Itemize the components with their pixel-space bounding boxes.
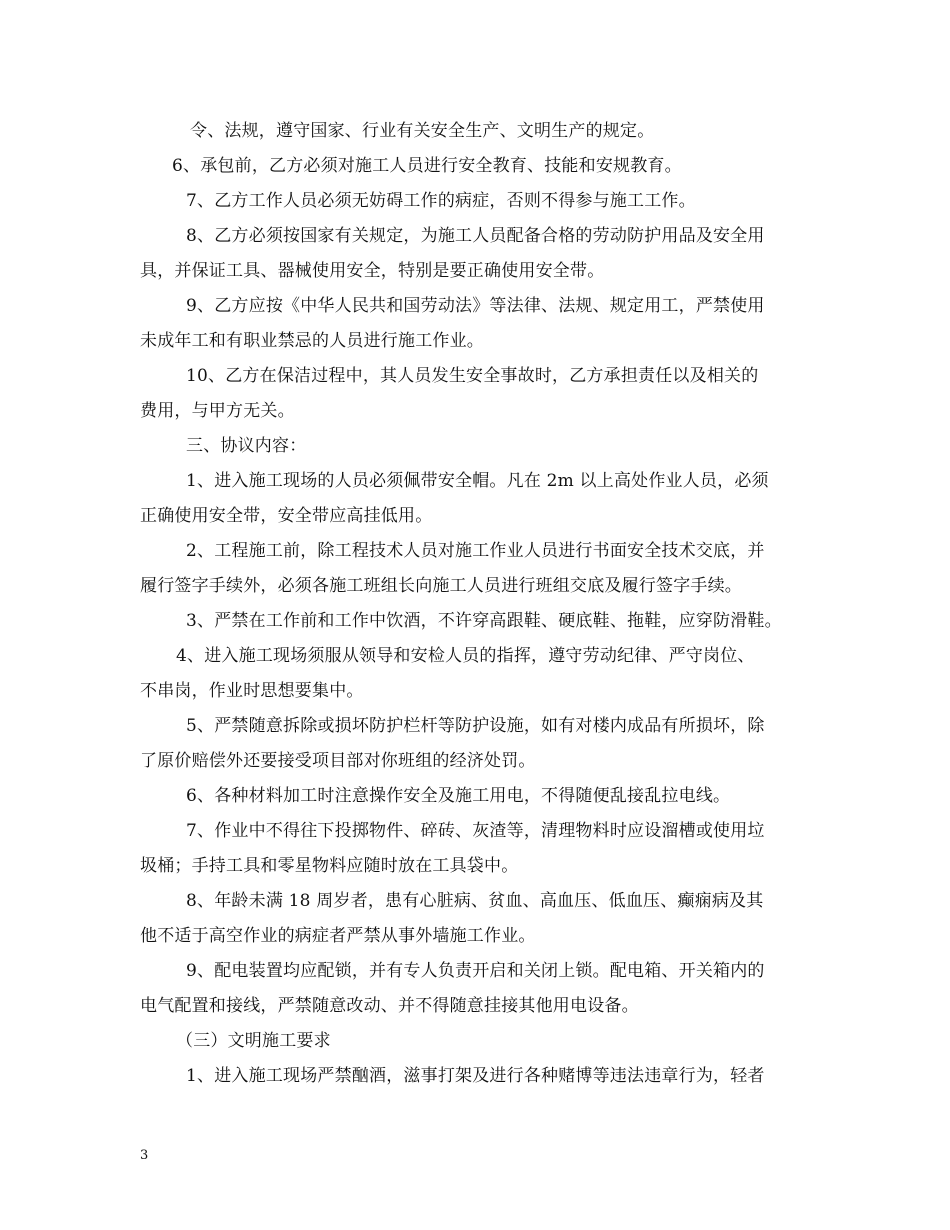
text-line: 9、乙方应按《中华人民共和国劳动法》等法律、法规、规定用工，严禁使用 xyxy=(186,296,765,316)
text-line: 4、进入施工现场须服从领导和安检人员的指挥，遵守劳动纪律、严守岗位、 xyxy=(176,646,755,666)
page-number: 3 xyxy=(140,1148,149,1163)
text-line: 费用，与甲方无关。 xyxy=(140,401,295,421)
text-line: 9、配电装置均应配锁，并有专人负责开启和关闭上锁。配电箱、开关箱内的 xyxy=(186,961,765,981)
text-line: 2、工程施工前，除工程技术人员对施工作业人员进行书面安全技术交底，并 xyxy=(186,541,765,561)
text-line: 了原价赔偿外还要接受项目部对你班组的经济处罚。 xyxy=(140,751,536,771)
section-heading: （三）文明施工要求 xyxy=(176,1031,331,1051)
text-line: 1、进入施工现场严禁酗酒，滋事打架及进行各种赌博等违法违章行为，轻者 xyxy=(186,1066,765,1086)
text-line: 5、严禁随意拆除或损坏防护栏杆等防护设施，如有对楼内成品有所损坏，除 xyxy=(186,716,765,736)
text-line: 8、乙方必须按国家有关规定，为施工人员配备合格的劳动防护用品及安全用 xyxy=(186,226,765,246)
text-line: 7、乙方工作人员必须无妨碍工作的病症，否则不得参与施工工作。 xyxy=(186,191,696,211)
text-line: 10、乙方在保洁过程中，其人员发生安全事故时，乙方承担责任以及相关的 xyxy=(186,366,759,386)
text-line: 令、法规，遵守国家、行业有关安全生产、文明生产的规定。 xyxy=(190,121,655,141)
text-line: 6、承包前，乙方必须对施工人员进行安全教育、技能和安规教育。 xyxy=(172,156,682,176)
section-heading: 三、协议内容： xyxy=(186,436,307,456)
text-line: 1、进入施工现场的人员必须佩带安全帽。凡在 2m 以上高处作业人员，必须 xyxy=(186,471,769,491)
text-line: 履行签字手续外，必须各施工班组长向施工人员进行班组交底及履行签字手续。 xyxy=(140,576,742,596)
text-line: 圾桶；手持工具和零星物料应随时放在工具袋中。 xyxy=(140,856,519,876)
text-line: 不串岗，作业时思想要集中。 xyxy=(140,681,364,701)
text-line: 具，并保证工具、器械使用安全，特别是要正确使用安全带。 xyxy=(140,261,605,281)
text-line: 未成年工和有职业禁忌的人员进行施工作业。 xyxy=(140,331,484,351)
text-line: 6、各种材料加工时注意操作安全及施工用电，不得随便乱接乱拉电线。 xyxy=(186,786,731,806)
text-line: 3、严禁在工作前和工作中饮酒，不许穿高跟鞋、硬底鞋、拖鞋，应穿防滑鞋。 xyxy=(186,611,782,631)
text-line: 正确使用安全带，安全带应高挂低用。 xyxy=(140,506,433,526)
text-line: 电气配置和接线，严禁随意改动、并不得随意挂接其他用电设备。 xyxy=(140,996,639,1016)
text-line: 8、年龄未满 18 周岁者，患有心脏病、贫血、高血压、低血压、癫痫病及其 xyxy=(186,891,764,911)
text-line: 他不适于高空作业的病症者严禁从事外墙施工作业。 xyxy=(140,926,536,946)
text-line: 7、作业中不得往下投掷物件、碎砖、灰渣等，清理物料时应设溜槽或使用垃 xyxy=(186,821,765,841)
